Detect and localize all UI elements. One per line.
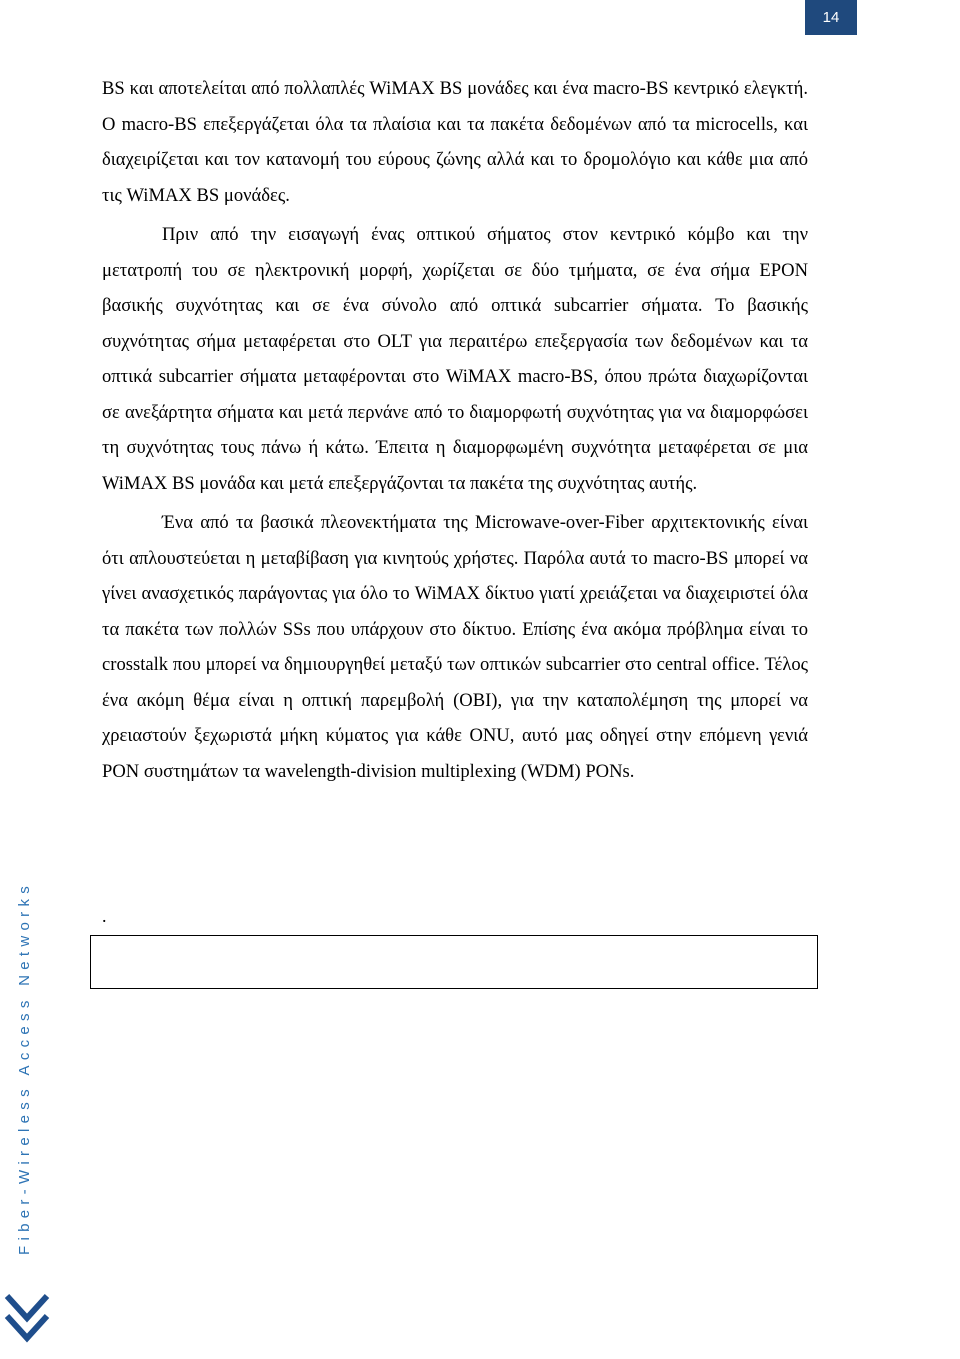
- empty-frame: [90, 935, 818, 989]
- page-number: 14: [805, 0, 857, 35]
- paragraph-1: BS και αποτελείται από πολλαπλές WiMAX BS μονάδες και ένα macro-BS κεντρικό ελεγκτή. Ο macro-BS επεξεργάζεται όλα τα πλαίσια και τα πακέτα δεδομένων από τα microcells, και διαχειρίζεται και τον κατανομή του εύρους ζώνης αλλά και το δρομολόγιο και κάθε μια από τις WiMAX BS μονάδες.: [102, 78, 808, 206]
- stray-period: .: [102, 906, 107, 926]
- document-body: [102, 71, 808, 789]
- sidebar-title: Fiber-Wireless Access Networks: [16, 880, 33, 1255]
- double-chevron-icon: [4, 1290, 50, 1348]
- paragraph-3: Ένα από τα βασικά πλεονεκτήματα της Microwave-over-Fiber αρχιτεκτονικής είναι ότι απλουστεύεται η μεταβίβαση για κινητούς χρήστες. Παρόλα αυτά το macro-BS μπορεί να γίνει ανασχετικός παράγοντας για όλο το WiMAX δίκτυο γιατί χρειάζεται να διαχειριστεί όλα τα πακέτα των πολλών SSs που υπάρχουν στο δίκτυο. Επίσης ένα ακόμα πρόβλημα είναι το crosstalk που μπορεί να δημιουργηθεί μεταξύ των οπτικών subcarrier στο central office. Τέλος ένα ακόμη θέμα είναι η οπτική παρεμβολή (OBI), για την καταπολέμηση της μπορεί να χρειαστούν ξεχωριστά μήκη κύματος για κάθε ONU, αυτό μας οδηγεί στην επόμενη γενιά PON συστημάτων τα wavelength-division multiplexing (WDM) PONs.: [102, 512, 808, 782]
- paragraph-2: Πριν από την εισαγωγή ένας οπτικού σήματος στον κεντρικό κόμβο και την μετατροπή του σε ηλεκτρονική μορφή, χωρίζεται σε δύο τμήματα, σε ένα σήμα EPON βασικής συχνότητας και σε ένα σύνολο από οπτικά subcarrier σήματα. Το βασικής συχνότητας σήμα μεταφέρεται στο OLT για περαιτέρω επεξεργασία των δεδομένων και τα οπτικά subcarrier σήματα μεταφέρονται στο WiMAX macro-BS, όπου πρώτα διαχωρίζονται σε ανεξάρτητα σήματα και μετά περνάνε από το διαμορφωτή συχνότητας για να διαμορφώσει τη συχνότητας τους πάνω ή κάτω. Έπειτα η διαμορφωμένη συχνότητα μεταφέρεται σε μια WiMAX BS μονάδα και μετά επεξεργάζονται τα πακέτα της συχνότητας αυτής.: [102, 224, 808, 494]
